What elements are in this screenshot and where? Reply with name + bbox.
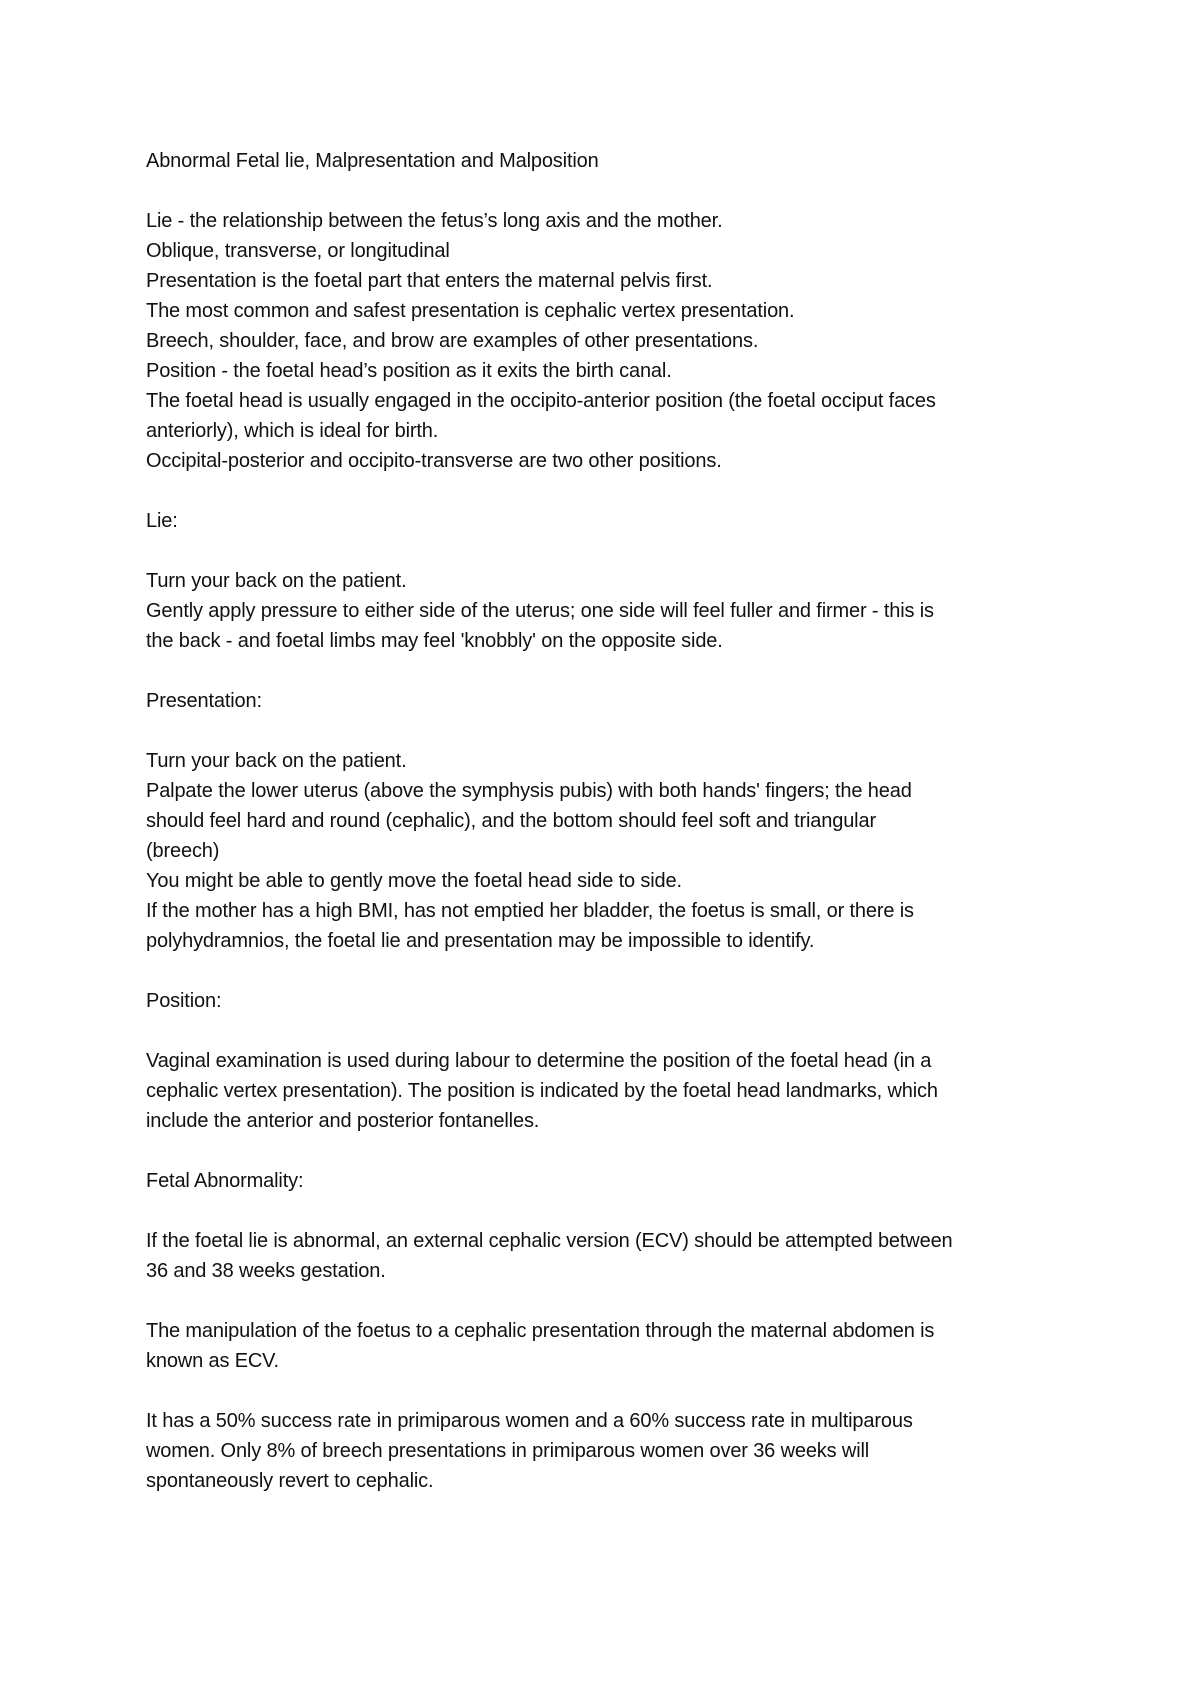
paragraph-gap — [146, 1016, 1066, 1046]
intro-line: Breech, shoulder, face, and brow are examples of other presentations. — [146, 330, 759, 352]
position-line: Vaginal examination is used during labour to determine the position of the foetal head (in a — [146, 1050, 932, 1072]
presentation-line: (breech) — [146, 840, 220, 862]
intro-line: The most common and safest presentation is cephalic vertex presentation. — [146, 300, 795, 322]
paragraph-gap — [146, 1286, 1066, 1316]
paragraph-gap — [146, 656, 1066, 686]
intro-line: anteriorly), which is ideal for birth. — [146, 420, 439, 442]
document-title: Abnormal Fetal lie, Malpresentation and Malposition — [146, 150, 599, 172]
section-heading-fetal-abnormality: Fetal Abnormality: — [146, 1170, 304, 1192]
position-line: include the anterior and posterior fontanelles. — [146, 1110, 540, 1132]
document-body — [146, 146, 1066, 1496]
paragraph-gap — [146, 1376, 1066, 1406]
position-line: cephalic vertex presentation). The position is indicated by the foetal head landmarks, which — [146, 1080, 938, 1102]
paragraph-gap — [146, 1136, 1066, 1166]
intro-line: Presentation is the foetal part that enters the maternal pelvis first. — [146, 270, 713, 292]
abnormality-line: It has a 50% success rate in primiparous women and a 60% success rate in multiparous — [146, 1410, 913, 1432]
paragraph-gap — [146, 956, 1066, 986]
section-heading-lie: Lie: — [146, 510, 178, 532]
presentation-line: If the mother has a high BMI, has not emptied her bladder, the foetus is small, or there is — [146, 900, 914, 922]
intro-line: Position - the foetal head’s position as it exits the birth canal. — [146, 360, 672, 382]
presentation-line: Turn your back on the patient. — [146, 750, 407, 772]
paragraph-gap — [146, 476, 1066, 506]
section-heading-presentation: Presentation: — [146, 690, 262, 712]
abnormality-line: 36 and 38 weeks gestation. — [146, 1260, 386, 1282]
abnormality-line: spontaneously revert to cephalic. — [146, 1470, 434, 1492]
intro-line: Lie - the relationship between the fetus’s long axis and the mother. — [146, 210, 723, 232]
section-heading-position: Position: — [146, 990, 222, 1012]
lie-line: Gently apply pressure to either side of the uterus; one side will feel fuller and firmer - this is — [146, 600, 934, 622]
abnormality-line: women. Only 8% of breech presentations in primiparous women over 36 weeks will — [146, 1440, 870, 1462]
intro-line: Occipital-posterior and occipito-transverse are two other positions. — [146, 450, 722, 472]
presentation-line: should feel hard and round (cephalic), and the bottom should feel soft and triangular — [146, 810, 876, 832]
presentation-line: polyhydramnios, the foetal lie and presentation may be impossible to identify. — [146, 930, 815, 952]
paragraph-gap — [146, 716, 1066, 746]
lie-line: Turn your back on the patient. — [146, 570, 407, 592]
abnormality-line: The manipulation of the foetus to a cephalic presentation through the maternal abdomen is — [146, 1320, 935, 1342]
presentation-line: You might be able to gently move the foetal head side to side. — [146, 870, 682, 892]
abnormality-line: If the foetal lie is abnormal, an external cephalic version (ECV) should be attempted between — [146, 1230, 953, 1252]
intro-line: The foetal head is usually engaged in the occipito-anterior position (the foetal occiput faces — [146, 390, 936, 412]
paragraph-gap — [146, 1196, 1066, 1226]
lie-line: the back - and foetal limbs may feel 'knobbly' on the opposite side. — [146, 630, 723, 652]
abnormality-line: known as ECV. — [146, 1350, 279, 1372]
intro-line: Oblique, transverse, or longitudinal — [146, 240, 450, 262]
presentation-line: Palpate the lower uterus (above the symphysis pubis) with both hands' fingers; the head — [146, 780, 912, 802]
paragraph-gap — [146, 536, 1066, 566]
paragraph-gap — [146, 176, 1066, 206]
